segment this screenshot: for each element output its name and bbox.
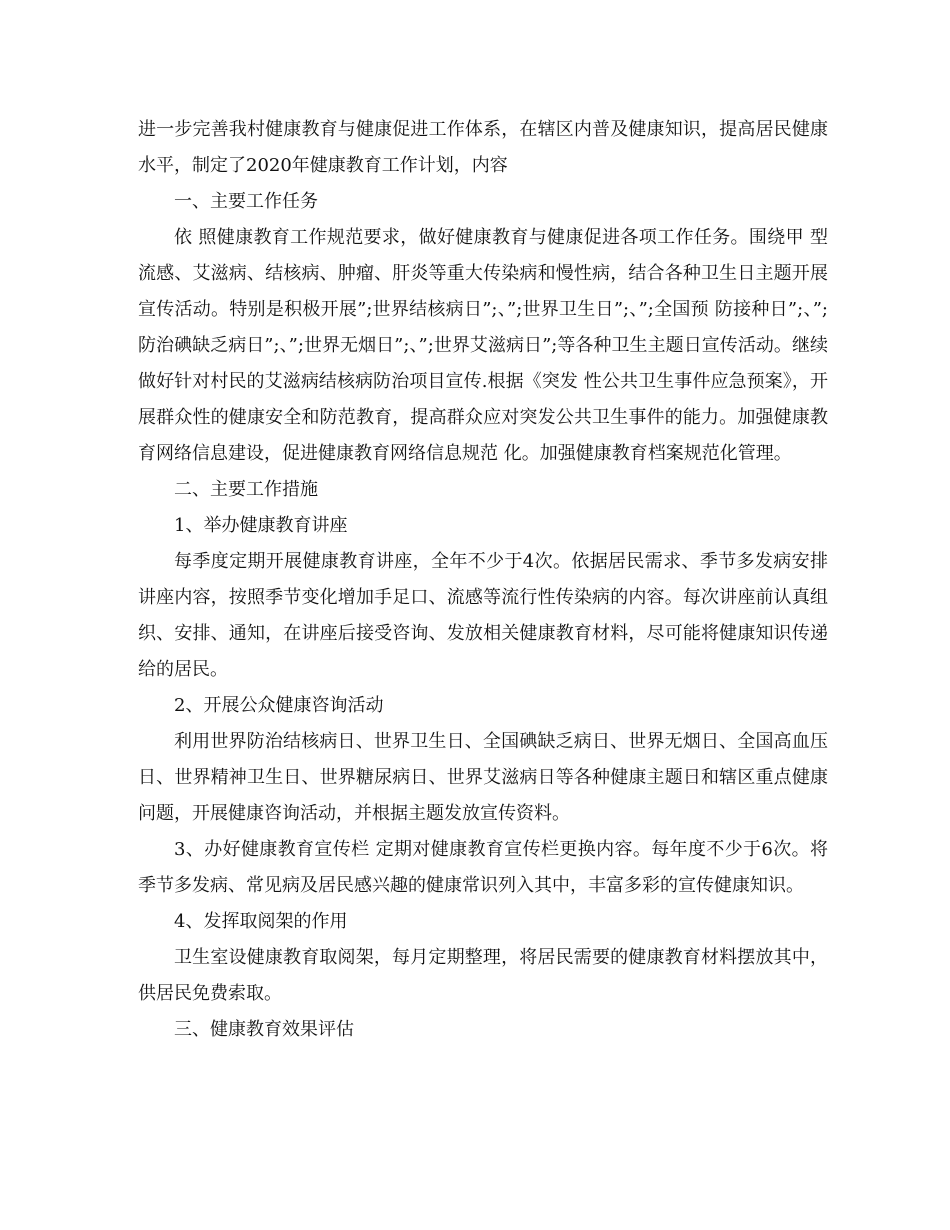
section-paragraph: 依 照健康教育工作规范要求，做好健康教育与健康促进各项工作任务。围绕甲 型流感、艾滋病、结核病、肿瘤、肝炎等重大传染病和慢性病，结合各种卫生日主题开展宣传活动。特别是积极开展”;世界结核病日”;、”;世界卫生日”;、”;全国预 防接种日”;、”;防治碘缺乏病日”;、”;世界无烟日”;、”;世界艾滋病日”;等各种卫生主题日宣传活动。继续做好针对村民的艾滋病结核病防治项目宣传.根据《突发 性公共卫生事件应急预案》，开展群众性的健康安全和防范教育，提高群众应对突发公共卫生事件的能力。加强健康教育网络信息建设，促进健康教育网络信息规范 化。加强健康教育档案规范化管理。 bbox=[138, 227, 828, 464]
item-paragraph: 利用世界防治结核病日、世界卫生日、全国碘缺乏病日、世界无烟日、全国高血压日、世界精神卫生日、世界糖尿病日、世界艾滋病日等各种健康主题日和辖区重点健康问题，开展健康咨询活动，并根据主题发放宣传资料。 bbox=[138, 731, 828, 824]
item-heading: 4、发挥取阅架的作用 bbox=[174, 911, 348, 932]
item-paragraph: 卫生室设健康教育取阅架，每月定期整理，将居民需要的健康教育材料摆放其中，供居民免费索取。 bbox=[138, 947, 828, 1004]
item-paragraph: 3、办好健康教育宣传栏 定期对健康教育宣传栏更换内容。每年度不少于6次。将季节多发病、常见病及居民感兴趣的健康常识列入其中，丰富多彩的宣传健康知识。 bbox=[138, 839, 828, 896]
item-heading: 1、举办健康教育讲座 bbox=[174, 515, 348, 536]
document-body bbox=[138, 112, 828, 1048]
section-heading: 一、主要工作任务 bbox=[174, 191, 318, 212]
item-paragraph: 每季度定期开展健康教育讲座，全年不少于4次。依据居民需求、季节多发病安排讲座内容，按照季节变化增加手足口、流感等流行性传染病的内容。每次讲座前认真组织、安排、通知，在讲座后接受咨询、发放相关健康教育材料，尽可能将健康知识传递给的居民。 bbox=[138, 551, 828, 680]
item-heading: 2、开展公众健康咨询活动 bbox=[174, 695, 384, 716]
section-heading: 三、健康教育效果评估 bbox=[174, 1019, 354, 1040]
section-heading: 二、主要工作措施 bbox=[174, 479, 318, 500]
intro-paragraph: 进一步完善我村健康教育与健康促进工作体系，在辖区内普及健康知识，提高居民健康水平，制定了2020年健康教育工作计划，内容 bbox=[138, 119, 828, 176]
